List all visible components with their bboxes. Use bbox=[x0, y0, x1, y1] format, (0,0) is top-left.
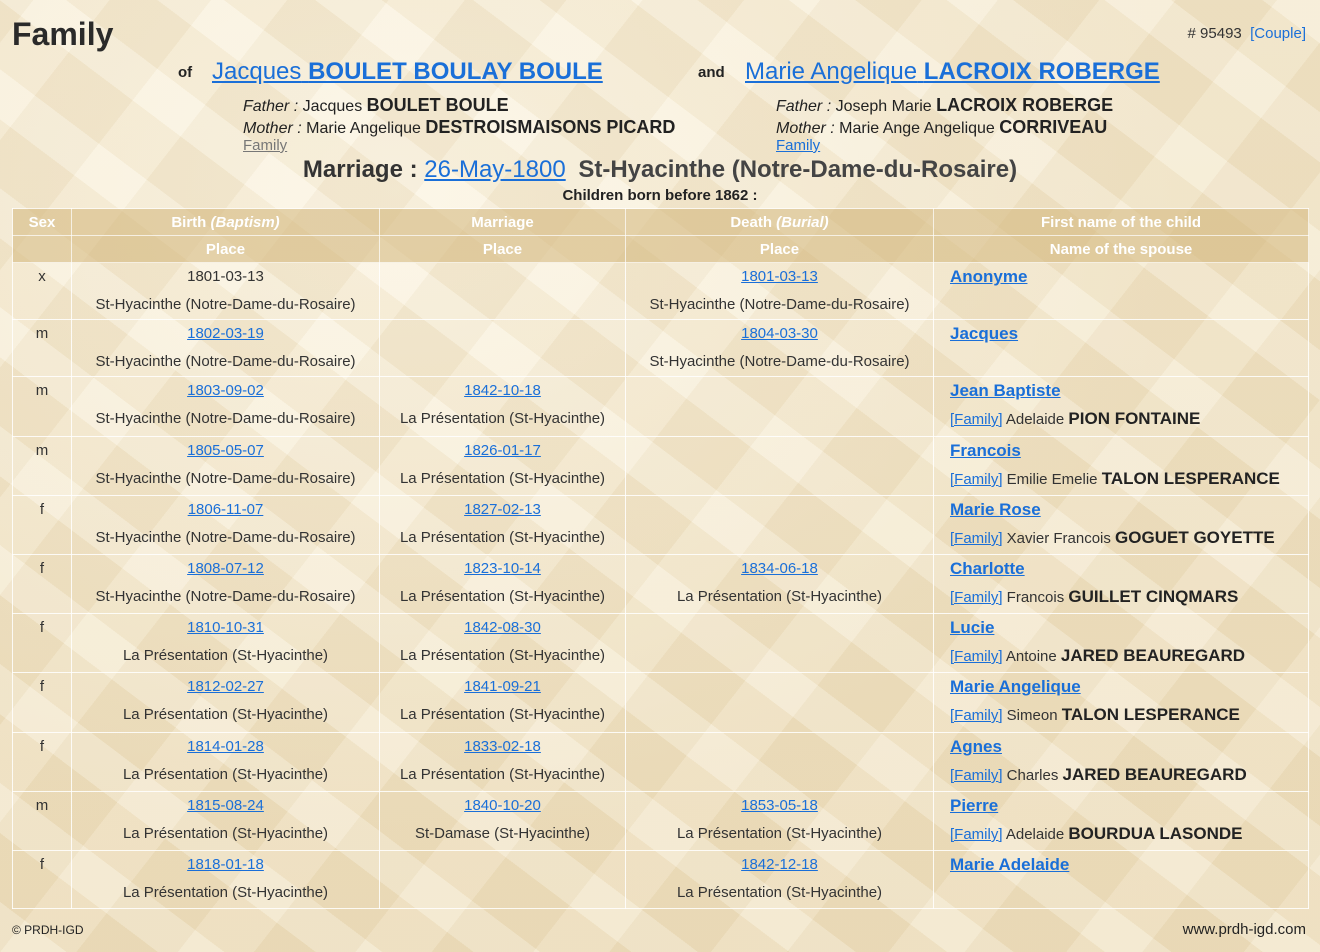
mother-label: Mother : bbox=[776, 120, 835, 137]
table-row bbox=[13, 733, 1309, 792]
child-name-link[interactable]: Jean Baptiste bbox=[950, 381, 1061, 400]
husband-father bbox=[243, 95, 675, 117]
cell-marriage bbox=[380, 851, 626, 909]
birth-date-link[interactable]: 1802-03-19 bbox=[187, 325, 264, 342]
cell-sex bbox=[13, 496, 72, 555]
cell-death bbox=[626, 263, 934, 320]
cell-death bbox=[626, 733, 934, 792]
marriage-place: La Présentation (St-Hyacinthe) bbox=[399, 647, 606, 664]
marriage-place: La Présentation (St-Hyacinthe) bbox=[399, 706, 606, 723]
father-surname: BOULET BOULE bbox=[366, 95, 509, 115]
marriage-date-link[interactable]: 1840-10-20 bbox=[464, 797, 541, 814]
birth-place: La Présentation (St-Hyacinthe) bbox=[122, 884, 329, 901]
cell-death bbox=[626, 496, 934, 555]
husband-family-link[interactable]: Family bbox=[243, 137, 288, 154]
marriage-date-link[interactable]: 26-May-1800 bbox=[424, 156, 566, 183]
child-name-link[interactable]: Francois bbox=[950, 441, 1021, 460]
spouse-surname: PION FONTAINE bbox=[1068, 409, 1201, 428]
cell-sex bbox=[13, 851, 72, 909]
marriage-place: La Présentation (St-Hyacinthe) bbox=[399, 588, 606, 605]
birth-date-link[interactable]: 1806-11-07 bbox=[187, 501, 264, 518]
cell-marriage bbox=[380, 673, 626, 733]
birth-place: La Présentation (St-Hyacinthe) bbox=[122, 766, 329, 783]
sex-value: f bbox=[39, 678, 45, 695]
spouse-given: Emilie Emelie bbox=[1006, 471, 1098, 488]
child-family-link[interactable]: [Family] bbox=[950, 648, 1003, 665]
cell-birth bbox=[72, 263, 380, 320]
child-family-link[interactable]: [Family] bbox=[950, 826, 1003, 843]
cell-child-name bbox=[934, 733, 1309, 792]
header-birth-place: Place bbox=[72, 236, 380, 263]
child-family-link[interactable]: [Family] bbox=[950, 530, 1003, 547]
cell-birth bbox=[72, 851, 380, 909]
spouse-surname: BOURDUA LASONDE bbox=[1068, 824, 1243, 843]
spouse-surname: JARED BEAUREGARD bbox=[1060, 646, 1246, 665]
birth-place: St-Hyacinthe (Notre-Dame-du-Rosaire) bbox=[95, 529, 356, 546]
cell-death bbox=[626, 377, 934, 437]
of-label: of bbox=[178, 64, 193, 81]
spouse-info bbox=[950, 404, 1308, 433]
father-label: Father : bbox=[776, 98, 832, 115]
father-given: Jacques bbox=[302, 98, 363, 115]
cell-child-name bbox=[934, 614, 1309, 673]
spouse-given: Xavier Francois bbox=[1006, 530, 1111, 547]
table-row bbox=[13, 673, 1309, 733]
cell-birth bbox=[72, 614, 380, 673]
marriage-place: La Présentation (St-Hyacinthe) bbox=[399, 766, 606, 783]
header-birth bbox=[72, 209, 380, 236]
cell-child-name bbox=[934, 673, 1309, 733]
copyright: © PRDH-IGD bbox=[12, 923, 84, 937]
mother-surname: DESTROISMAISONS PICARD bbox=[425, 117, 676, 137]
marriage-date-link[interactable]: 1841-09-21 bbox=[464, 678, 541, 695]
mother-given: Marie Angelique bbox=[306, 120, 421, 137]
table-header-row-1 bbox=[13, 209, 1309, 236]
birth-place: La Présentation (St-Hyacinthe) bbox=[122, 647, 329, 664]
cell-death bbox=[626, 673, 934, 733]
page-title: Family bbox=[12, 16, 114, 52]
spouse-info bbox=[950, 523, 1308, 552]
record-number: # 95493 bbox=[1187, 25, 1242, 42]
birth-date: 1801-03-13 bbox=[187, 268, 264, 285]
cell-birth bbox=[72, 792, 380, 851]
wife-name[interactable] bbox=[745, 58, 1160, 86]
cell-child-name bbox=[934, 320, 1309, 377]
cell-marriage bbox=[380, 614, 626, 673]
sex-value: f bbox=[39, 738, 45, 755]
table-row bbox=[13, 614, 1309, 673]
husband-surname: BOULET BOULAY BOULE bbox=[308, 58, 603, 85]
cell-child-name bbox=[934, 555, 1309, 614]
birth-date-link[interactable]: 1812-02-27 bbox=[187, 678, 264, 695]
spouse-surname: GOGUET GOYETTE bbox=[1115, 528, 1275, 547]
record-number-area bbox=[1188, 25, 1306, 42]
header-death-label: Death bbox=[730, 213, 772, 231]
cell-marriage bbox=[380, 733, 626, 792]
wife-link[interactable] bbox=[745, 58, 1160, 85]
birth-place: St-Hyacinthe (Notre-Dame-du-Rosaire) bbox=[95, 410, 356, 427]
wife-mother bbox=[776, 117, 1113, 139]
death-place bbox=[626, 641, 933, 670]
child-name-link[interactable]: Marie Angelique bbox=[950, 677, 1081, 696]
cell-sex bbox=[13, 555, 72, 614]
marriage-place: St-Hyacinthe (Notre-Dame-du-Rosaire) bbox=[578, 156, 1018, 183]
cell-death bbox=[626, 614, 934, 673]
table-row bbox=[13, 437, 1309, 496]
spouse-info bbox=[950, 347, 1308, 376]
death-place: St-Hyacinthe (Notre-Dame-du-Rosaire) bbox=[649, 353, 910, 370]
marriage-date-link[interactable]: 1842-10-18 bbox=[464, 382, 541, 399]
birth-place: St-Hyacinthe (Notre-Dame-du-Rosaire) bbox=[95, 296, 356, 313]
cell-child-name bbox=[934, 851, 1309, 909]
child-name-link[interactable]: Pierre bbox=[950, 796, 999, 815]
marriage-date-link[interactable]: 1833-02-18 bbox=[464, 738, 541, 755]
header-death bbox=[626, 209, 934, 236]
spouse-given: Francois bbox=[1006, 589, 1065, 606]
marriage-place bbox=[380, 347, 625, 376]
spouse-info bbox=[950, 464, 1308, 493]
spouse-info bbox=[950, 290, 1308, 319]
cell-birth bbox=[72, 437, 380, 496]
death-place: La Présentation (St-Hyacinthe) bbox=[676, 884, 883, 901]
birth-date-link[interactable]: 1810-10-31 bbox=[187, 619, 264, 636]
marriage-label: Marriage : bbox=[302, 156, 418, 183]
spouse-info bbox=[950, 878, 1308, 907]
header-child-name: First name of the child bbox=[934, 209, 1309, 236]
cell-death bbox=[626, 851, 934, 909]
cell-sex bbox=[13, 792, 72, 851]
cell-marriage bbox=[380, 320, 626, 377]
cell-child-name bbox=[934, 437, 1309, 496]
cell-sex bbox=[13, 733, 72, 792]
spouse-surname: GUILLET CINQMARS bbox=[1068, 587, 1239, 606]
husband-given: Jacques bbox=[212, 58, 302, 85]
marriage-place bbox=[380, 878, 625, 907]
father-given: Joseph Marie bbox=[835, 98, 932, 115]
death-date-link[interactable]: 1834-06-18 bbox=[741, 560, 818, 577]
sex-value: m bbox=[35, 325, 49, 342]
cell-birth bbox=[72, 555, 380, 614]
cell-child-name bbox=[934, 377, 1309, 437]
child-family-link[interactable]: [Family] bbox=[950, 589, 1003, 606]
cell-sex bbox=[13, 320, 72, 377]
marriage-date-link[interactable]: 1823-10-14 bbox=[464, 560, 541, 577]
cell-child-name bbox=[934, 792, 1309, 851]
child-name-link[interactable]: Charlotte bbox=[950, 559, 1025, 578]
death-place bbox=[626, 464, 933, 493]
table-row bbox=[13, 320, 1309, 377]
cell-sex bbox=[13, 437, 72, 496]
death-place bbox=[626, 700, 933, 729]
cell-marriage bbox=[380, 496, 626, 555]
wife-parents bbox=[776, 95, 1113, 153]
header-birth-label: Birth bbox=[171, 213, 207, 231]
birth-date-link[interactable]: 1803-09-02 bbox=[187, 382, 264, 399]
husband-link[interactable] bbox=[212, 58, 603, 85]
birth-date-link[interactable]: 1818-01-18 bbox=[187, 856, 264, 873]
child-family-link[interactable]: [Family] bbox=[950, 767, 1003, 784]
marriage-date-link[interactable]: 1842-08-30 bbox=[464, 619, 541, 636]
cell-child-name bbox=[934, 263, 1309, 320]
birth-date-link[interactable]: 1815-08-24 bbox=[187, 797, 264, 814]
mother-label: Mother : bbox=[243, 120, 302, 137]
birth-date-link[interactable]: 1808-07-12 bbox=[187, 560, 264, 577]
cell-marriage bbox=[380, 555, 626, 614]
death-place bbox=[626, 760, 933, 789]
sex-value: f bbox=[39, 560, 45, 577]
husband-mother bbox=[243, 117, 675, 139]
child-name-link[interactable]: Agnes bbox=[950, 737, 1002, 756]
spouse-info bbox=[950, 760, 1308, 789]
cell-death bbox=[626, 437, 934, 496]
header-sex: Sex bbox=[13, 209, 72, 236]
sex-value: f bbox=[39, 619, 45, 636]
mother-given: Marie Ange Angelique bbox=[839, 120, 995, 137]
spouse-given: Adelaide bbox=[1005, 826, 1065, 843]
header-birth-sub: (Baptism) bbox=[210, 213, 280, 231]
marriage-place: St-Damase (St-Hyacinthe) bbox=[414, 825, 591, 842]
cell-marriage bbox=[380, 263, 626, 320]
header-marriage: Marriage bbox=[380, 209, 626, 236]
marriage-date-link[interactable]: 1826-01-17 bbox=[464, 442, 541, 459]
spouse-given: Adelaide bbox=[1005, 411, 1065, 428]
cell-sex bbox=[13, 673, 72, 733]
father-label: Father : bbox=[243, 98, 299, 115]
wife-surname: LACROIX ROBERGE bbox=[923, 58, 1160, 85]
sex-value: f bbox=[39, 856, 45, 873]
child-name-link[interactable]: Jacques bbox=[950, 324, 1019, 343]
marriage-place: La Présentation (St-Hyacinthe) bbox=[399, 470, 606, 487]
mother-surname: CORRIVEAU bbox=[999, 117, 1108, 137]
father-surname: LACROIX ROBERGE bbox=[936, 95, 1114, 115]
table-header-row-2 bbox=[13, 236, 1309, 263]
sex-value: f bbox=[39, 501, 45, 518]
birth-place: St-Hyacinthe (Notre-Dame-du-Rosaire) bbox=[95, 588, 356, 605]
cell-child-name bbox=[934, 496, 1309, 555]
header-death-place: Place bbox=[626, 236, 934, 263]
marriage-line bbox=[0, 156, 1320, 184]
cell-marriage bbox=[380, 377, 626, 437]
header-spouse-name: Name of the spouse bbox=[934, 236, 1309, 263]
death-date-link[interactable]: 1853-05-18 bbox=[741, 797, 818, 814]
spouse-given: Charles bbox=[1006, 767, 1059, 784]
death-place bbox=[626, 523, 933, 552]
death-date-link[interactable]: 1804-03-30 bbox=[741, 325, 818, 342]
cell-birth bbox=[72, 320, 380, 377]
husband-parents bbox=[243, 95, 675, 153]
wife-family-link[interactable]: Family bbox=[776, 137, 821, 154]
marriage-place: La Présentation (St-Hyacinthe) bbox=[399, 410, 606, 427]
birth-place: La Présentation (St-Hyacinthe) bbox=[122, 825, 329, 842]
spouse-info bbox=[950, 641, 1308, 670]
cell-sex bbox=[13, 263, 72, 320]
cell-marriage bbox=[380, 437, 626, 496]
child-name-link[interactable]: Marie Adelaide bbox=[950, 855, 1070, 874]
cell-birth bbox=[72, 377, 380, 437]
death-date-link[interactable]: 1842-12-18 bbox=[741, 856, 818, 873]
spouse-given: Simeon bbox=[1006, 707, 1058, 724]
spouse-info bbox=[950, 582, 1308, 611]
child-family-link[interactable]: [Family] bbox=[950, 471, 1003, 488]
child-name-link[interactable]: Anonyme bbox=[950, 267, 1028, 286]
wife-given: Marie Angelique bbox=[745, 58, 918, 85]
couple-link[interactable]: [Couple] bbox=[1250, 25, 1306, 42]
birth-date-link[interactable]: 1814-01-28 bbox=[187, 738, 264, 755]
sex-value: m bbox=[35, 382, 49, 399]
child-name-link[interactable]: Marie Rose bbox=[950, 500, 1041, 519]
birth-place: St-Hyacinthe (Notre-Dame-du-Rosaire) bbox=[95, 353, 356, 370]
child-family-link[interactable]: [Family] bbox=[950, 707, 1003, 724]
children-label: Children born before 1862 : bbox=[562, 187, 758, 204]
birth-date-link[interactable]: 1805-05-07 bbox=[187, 442, 264, 459]
spouse-given: Antoine bbox=[1005, 648, 1057, 665]
child-family-link[interactable]: [Family] bbox=[950, 411, 1003, 428]
table-row bbox=[13, 496, 1309, 555]
sex-value: m bbox=[35, 442, 49, 459]
spouse-info bbox=[950, 700, 1308, 729]
cell-birth bbox=[72, 673, 380, 733]
header-sex-blank bbox=[13, 236, 72, 263]
marriage-place: La Présentation (St-Hyacinthe) bbox=[399, 529, 606, 546]
header-marriage-place: Place bbox=[380, 236, 626, 263]
children-table bbox=[12, 208, 1309, 909]
table-row bbox=[13, 792, 1309, 851]
cell-death bbox=[626, 320, 934, 377]
cell-marriage bbox=[380, 792, 626, 851]
and-label: and bbox=[698, 64, 725, 81]
husband-name[interactable] bbox=[212, 58, 603, 86]
table-row bbox=[13, 377, 1309, 437]
child-name-link[interactable]: Lucie bbox=[950, 618, 995, 637]
cell-birth bbox=[72, 733, 380, 792]
spouse-surname: JARED BEAUREGARD bbox=[1062, 765, 1247, 784]
death-place bbox=[626, 404, 933, 433]
death-place: La Présentation (St-Hyacinthe) bbox=[676, 825, 883, 842]
site-url: www.prdh-igd.com bbox=[1182, 921, 1306, 938]
birth-place: St-Hyacinthe (Notre-Dame-du-Rosaire) bbox=[95, 470, 356, 487]
death-place: La Présentation (St-Hyacinthe) bbox=[676, 588, 883, 605]
table-row bbox=[13, 851, 1309, 909]
death-date-link[interactable]: 1801-03-13 bbox=[741, 268, 818, 285]
cell-birth bbox=[72, 496, 380, 555]
wife-father bbox=[776, 95, 1113, 117]
cell-death bbox=[626, 555, 934, 614]
sex-value: m bbox=[35, 797, 49, 814]
spouse-surname: TALON LESPERANCE bbox=[1061, 705, 1240, 724]
death-place: St-Hyacinthe (Notre-Dame-du-Rosaire) bbox=[649, 296, 910, 313]
marriage-date-link[interactable]: 1827-02-13 bbox=[464, 501, 541, 518]
cell-death bbox=[626, 792, 934, 851]
sex-value: x bbox=[38, 268, 46, 285]
spouse-surname: TALON LESPERANCE bbox=[1101, 469, 1280, 488]
marriage-place bbox=[380, 290, 625, 319]
cell-sex bbox=[13, 614, 72, 673]
cell-sex bbox=[13, 377, 72, 437]
table-row bbox=[13, 555, 1309, 614]
header-death-sub: (Burial) bbox=[776, 213, 829, 231]
spouse-info bbox=[950, 819, 1308, 848]
birth-place: La Présentation (St-Hyacinthe) bbox=[122, 706, 329, 723]
table-row bbox=[13, 263, 1309, 320]
